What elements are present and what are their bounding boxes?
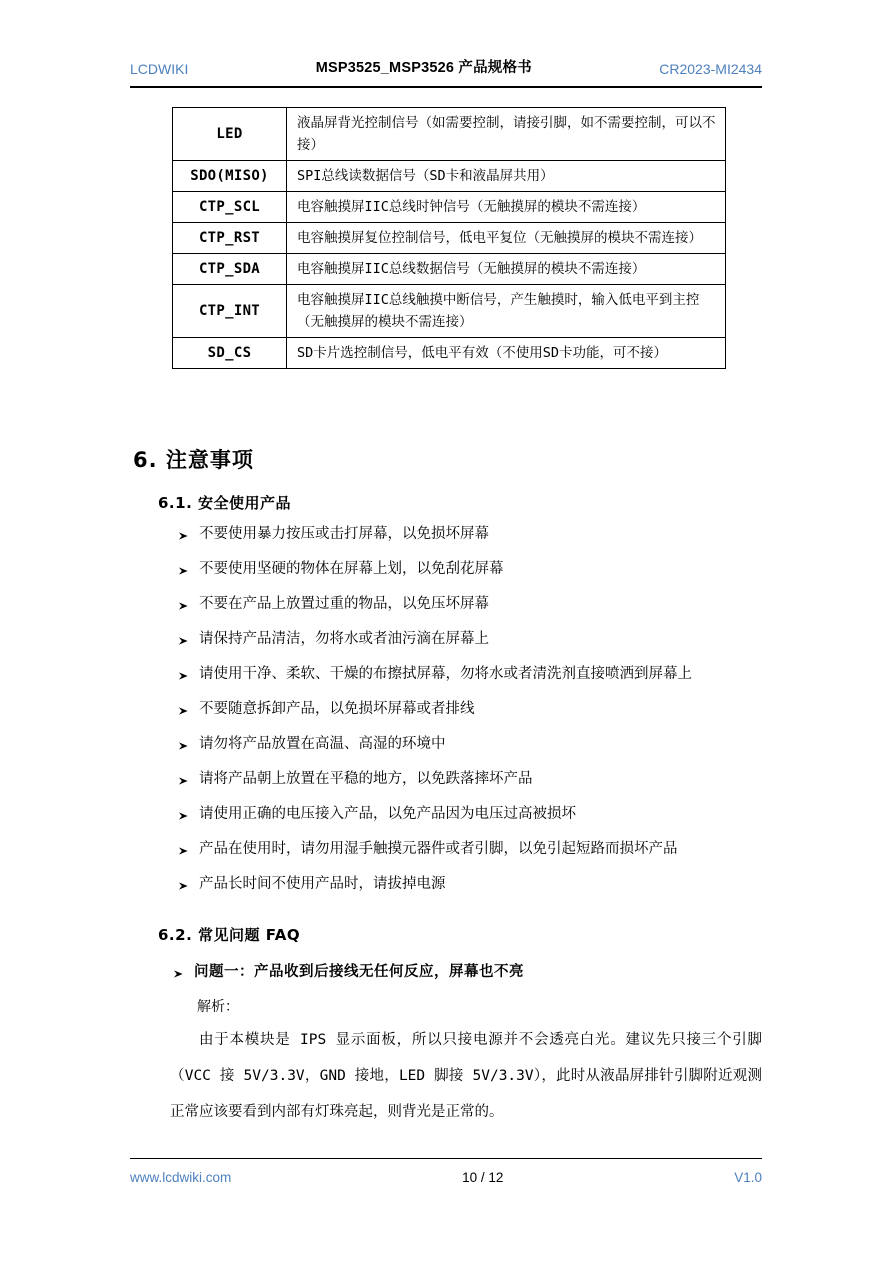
pin-desc-cell: SPI总线读数据信号（SD卡和液晶屏共用）	[287, 161, 726, 192]
list-item-text: 请使用干净、柔软、干燥的布擦拭屏幕，勿将水或者清洗剂直接喷洒到屏幕上	[199, 666, 692, 682]
list-item	[178, 559, 764, 594]
table-row	[173, 223, 726, 254]
document-version: V1.0	[734, 1170, 762, 1185]
list-item-text: 不要使用坚硬的物体在屏幕上划，以免刮花屏幕	[199, 561, 504, 577]
safety-bullet-list	[178, 524, 764, 909]
pin-name-cell: SDO(MISO)	[173, 161, 287, 192]
arrow-bullet-icon	[178, 633, 189, 653]
list-item-text: 产品在使用时，请勿用湿手触摸元器件或者引脚，以免引起短路而损坏产品	[199, 841, 678, 857]
list-item	[178, 699, 764, 734]
footer-site-link[interactable]: www.lcdwiki.com	[130, 1170, 232, 1185]
table-row	[173, 161, 726, 192]
pin-name-cell: CTP_SCL	[173, 192, 287, 223]
list-item	[178, 839, 764, 874]
arrow-bullet-icon	[178, 703, 189, 723]
pin-desc-cell: 电容触摸屏复位控制信号，低电平复位（无触摸屏的模块不需连接）	[287, 223, 726, 254]
list-item	[178, 804, 764, 839]
pin-name-cell: CTP_INT	[173, 285, 287, 338]
list-item	[178, 769, 764, 804]
pin-desc-cell: SD卡片选控制信号，低电平有效（不使用SD卡功能，可不接）	[287, 338, 726, 369]
header-brand-link[interactable]: LCDWIKI	[130, 61, 189, 77]
arrow-bullet-icon	[178, 738, 189, 758]
arrow-bullet-icon	[178, 563, 189, 583]
page-number: 10 / 12	[462, 1170, 504, 1185]
pin-desc-cell: 电容触摸屏IIC总线时钟信号（无触摸屏的模块不需连接）	[287, 192, 726, 223]
arrow-bullet-icon	[178, 598, 189, 618]
document-title: MSP3525_MSP3526 产品规格书	[315, 60, 532, 76]
section-heading: 6. 注意事项	[133, 448, 254, 472]
table-row	[173, 192, 726, 223]
subsection-heading-faq: 6.2. 常见问题 FAQ	[158, 926, 301, 944]
arrow-bullet-icon	[178, 773, 189, 793]
list-item-text: 不要使用暴力按压或击打屏幕，以免损坏屏幕	[199, 526, 489, 542]
list-item	[178, 629, 764, 664]
list-item-text: 不要随意拆卸产品，以免损坏屏幕或者排线	[199, 701, 475, 717]
table-row	[173, 285, 726, 338]
table-row	[173, 108, 726, 161]
list-item-text: 不要在产品上放置过重的物品，以免压坏屏幕	[199, 596, 489, 612]
pin-desc-cell: 电容触摸屏IIC总线数据信号（无触摸屏的模块不需连接）	[287, 254, 726, 285]
header-doc-code: CR2023-MI2434	[659, 61, 762, 77]
table-row	[173, 338, 726, 369]
arrow-bullet-icon	[178, 808, 189, 828]
list-item	[178, 664, 764, 699]
list-item-text: 产品长时间不使用产品时，请拔掉电源	[199, 876, 446, 892]
list-item	[178, 734, 764, 769]
list-item-text: 请将产品朝上放置在平稳的地方，以免跌落摔坏产品	[199, 771, 533, 787]
faq-question	[173, 962, 524, 986]
pin-name-cell: CTP_RST	[173, 223, 287, 254]
faq-analysis-text: 由于本模块是 IPS 显示面板，所以只接电源并不会透亮白光。建议先只接三个引脚（VCC 接 5V/3.3V，GND 接地，LED 脚接 5V/3.3V），此时从液晶屏排针引脚附近观测正常应该要看到内部有灯珠亮起，则背光是正常的。	[170, 1032, 762, 1120]
pin-desc-cell: 液晶屏背光控制信号（如需要控制，请接引脚，如不需要控制，可以不接）	[287, 108, 726, 161]
pin-name-cell: LED	[173, 108, 287, 161]
list-item-text: 请勿将产品放置在高温、高湿的环境中	[199, 736, 446, 752]
faq-question-text: 问题一：产品收到后接线无任何反应，屏幕也不亮	[194, 964, 524, 980]
list-item	[178, 594, 764, 629]
arrow-bullet-icon	[178, 843, 189, 863]
list-item-text: 请保持产品清洁，勿将水或者油污滴在屏幕上	[199, 631, 489, 647]
list-item-text: 请使用正确的电压接入产品，以免产品因为电压过高被损坏	[199, 806, 576, 822]
page-header	[130, 56, 762, 88]
faq-analysis-label: 解析：	[197, 999, 239, 1015]
table-row	[173, 254, 726, 285]
pin-name-cell: CTP_SDA	[173, 254, 287, 285]
list-item	[178, 524, 764, 559]
subsection-heading-safety: 6.1. 安全使用产品	[158, 494, 291, 512]
pin-name-cell: SD_CS	[173, 338, 287, 369]
list-item	[178, 874, 764, 909]
pin-desc-cell: 电容触摸屏IIC总线触摸中断信号，产生触摸时，输入低电平到主控（无触摸屏的模块不需连接）	[287, 285, 726, 338]
arrow-bullet-icon	[173, 966, 184, 986]
arrow-bullet-icon	[178, 878, 189, 898]
page-footer	[130, 1158, 762, 1185]
arrow-bullet-icon	[178, 528, 189, 548]
arrow-bullet-icon	[178, 668, 189, 688]
pin-description-table	[172, 107, 726, 369]
